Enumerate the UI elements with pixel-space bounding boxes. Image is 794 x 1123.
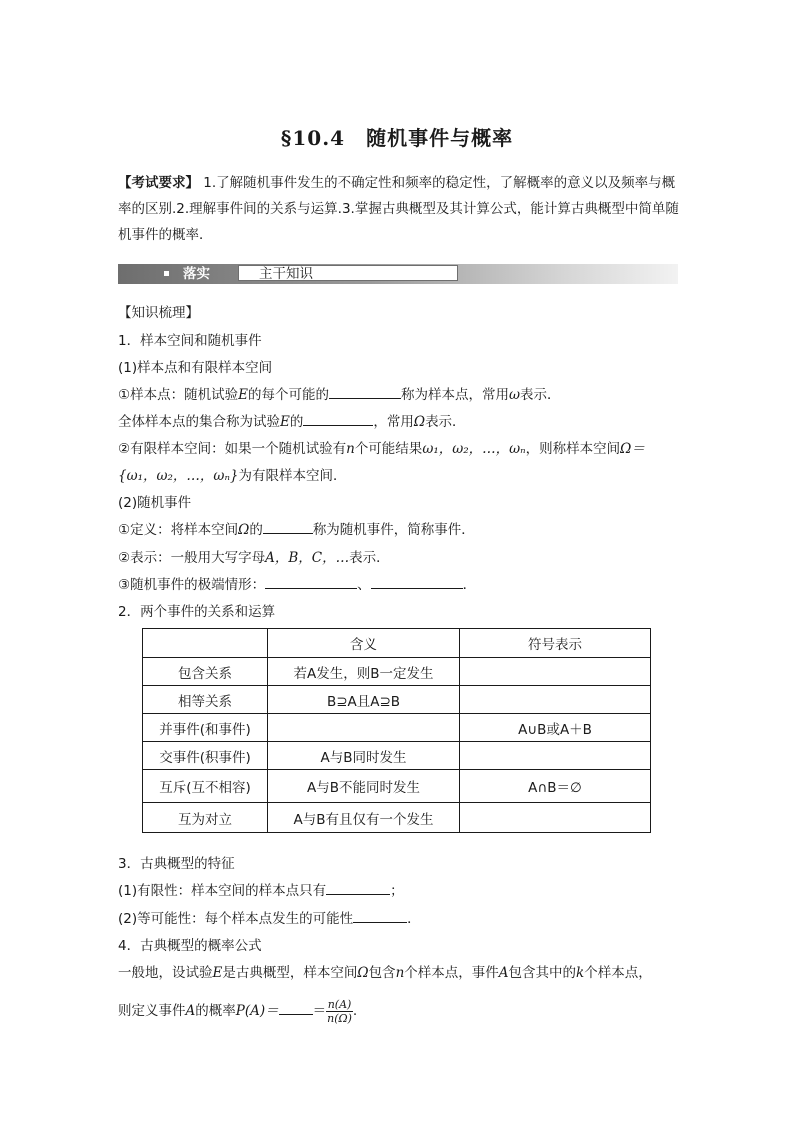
table-header-cell: 符号表示 [460, 629, 651, 658]
math-Omega: Ω [357, 965, 369, 981]
knowledge-heading: 【知识梳理】 [118, 305, 199, 321]
text: ＝ [312, 1003, 327, 1019]
text: ②有限样本空间：如果一个随机试验有 [118, 441, 347, 457]
text: 称为随机事件，简称事件． [312, 522, 475, 538]
table-cell [460, 658, 651, 686]
requirements-text: 1.了解随机事件发生的不确定性和频率的稳定性，了解概率的意义以及频率与概率的区别.2.理解事件间的关系与运算.3.掌握古典概型及其计算公式，能计算古典概型中简单随机事件的概率． [118, 175, 679, 243]
text: . [352, 1003, 358, 1019]
table-cell: 相等关系 [143, 686, 268, 714]
section-bar-light: 主干知识 [238, 265, 458, 281]
heading-2: 2．两个事件的关系和运算 [118, 604, 276, 620]
table-cell [460, 686, 651, 714]
table-row [143, 770, 651, 803]
text: 包含 [368, 965, 396, 981]
relations-table [142, 628, 651, 833]
table-cell: A与B同时发生 [268, 742, 460, 770]
fraction-denominator: n(Ω) [327, 1011, 352, 1025]
bullet-square-icon [164, 271, 169, 276]
text: ②表示：一般用大写字母 [118, 550, 266, 566]
subheading-1-2: (2)随机事件 [118, 495, 192, 511]
text: 包含其中的 [508, 965, 577, 981]
text: (2)等可能性：每个样本点发生的可能性 [118, 911, 354, 927]
text: 的概率 [195, 1003, 236, 1019]
text: 是古典概型，样本空间 [222, 965, 358, 981]
table-cell: 并事件(和事件) [143, 714, 268, 742]
line-finite-space [118, 439, 645, 459]
heading-3: 3．古典概型的特征 [118, 856, 235, 872]
text: 全体样本点的集合称为试验 [118, 414, 280, 430]
line-sample-point [118, 385, 560, 405]
text: (1)有限性：样本空间的样本点只有 [118, 883, 327, 899]
subheading-1-1: (1)样本点和有限样本空间 [118, 360, 273, 376]
section-bar [118, 264, 678, 284]
table-row [143, 658, 651, 686]
text: 则定义事件 [118, 1003, 186, 1019]
fill-blank [329, 385, 401, 399]
text: 的每个可能的 [247, 387, 329, 403]
text: 为有限样本空间． [238, 468, 347, 484]
line-probability-formula [118, 996, 357, 1026]
table-cell: 互斥(互不相容) [143, 770, 268, 803]
text: ，则称样本空间 [525, 441, 621, 457]
text: ． [407, 911, 421, 927]
fill-blank [303, 412, 373, 426]
math-Omega: Ω [238, 522, 250, 538]
text: 个可能结果 [354, 441, 423, 457]
fill-blank [265, 575, 357, 589]
table-row [143, 742, 651, 770]
text: 表示． [519, 387, 561, 403]
fill-blank [353, 909, 407, 923]
math-A: A [498, 965, 509, 981]
text: ①样本点：随机试验 [118, 387, 239, 403]
line-classical-setup [118, 963, 652, 983]
requirements-tag: 【考试要求】 [118, 175, 199, 191]
text: ； [390, 883, 404, 899]
math-n: n [395, 965, 405, 981]
table-cell: A与B不能同时发生 [268, 770, 460, 803]
line-finiteness [118, 881, 404, 901]
text: 表示． [349, 550, 390, 566]
math-letters: A，B，C，… [265, 550, 350, 566]
math-E: E [280, 414, 290, 430]
line-notation [118, 548, 390, 568]
math-A: A [185, 1003, 196, 1019]
text: 表示． [425, 414, 466, 430]
fill-blank [371, 575, 463, 589]
text: 个样本点，事件 [404, 965, 499, 981]
math-omegas: ω₁，ω₂，…，ωₙ [422, 441, 526, 457]
fill-blank [326, 881, 390, 895]
text: 、 [357, 577, 371, 593]
text: 一般地，设试验 [118, 965, 213, 981]
table-cell: A∩B＝∅ [460, 770, 651, 803]
line-definition [118, 520, 475, 540]
section-bar-dark-label: 落实 [183, 266, 210, 282]
fill-blank [279, 1001, 313, 1015]
table-cell [460, 742, 651, 770]
table-header-cell: 含义 [268, 629, 460, 658]
line-extreme-cases [118, 575, 476, 595]
math-n: n [346, 441, 355, 457]
table-row [143, 803, 651, 833]
text: 称为样本点，常用 [400, 387, 509, 403]
line-finite-space-cont [118, 466, 347, 486]
math-PA: P(A)＝ [235, 1003, 279, 1019]
table-cell: 包含关系 [143, 658, 268, 686]
table-cell: 若A发生，则B一定发生 [268, 658, 460, 686]
text: 个样本点， [584, 965, 652, 981]
line-equal-likelihood [118, 909, 421, 929]
math-k: k [576, 965, 585, 981]
fraction-numerator: n(A) [327, 997, 352, 1011]
text: ①定义：将样本空间 [118, 522, 239, 538]
line-sample-space [118, 412, 466, 432]
text: 的 [289, 414, 304, 430]
text: ． [462, 577, 477, 593]
table-cell [268, 714, 460, 742]
table-header-row [143, 629, 651, 658]
math-Omega-eq: Ω＝ [620, 441, 645, 457]
table-cell [460, 803, 651, 833]
text: ，常用 [373, 414, 414, 430]
table-cell: 交事件(积事件) [143, 742, 268, 770]
section-bar-dark [118, 264, 238, 284]
math-set: {ω₁，ω₂，…，ωₙ} [118, 468, 239, 484]
math-E: E [238, 387, 248, 403]
table-cell: A∪B或A＋B [460, 714, 651, 742]
page-title: §10.4 随机事件与概率 [280, 126, 514, 150]
table-cell: 互为对立 [143, 803, 268, 833]
math-E: E [212, 965, 223, 981]
math-Omega: Ω [413, 414, 426, 430]
text: ③随机事件的极端情形： [118, 577, 266, 593]
heading-1: 1．样本空间和随机事件 [118, 333, 262, 349]
fraction [326, 998, 353, 1025]
heading-4: 4．古典概型的概率公式 [118, 938, 262, 954]
table-cell: B⊇A且A⊇B [268, 686, 460, 714]
table-header-cell [143, 629, 268, 658]
table-row [143, 714, 651, 742]
fill-blank [263, 520, 313, 534]
math-omega: ω [508, 387, 520, 403]
table-cell: A与B有且仅有一个发生 [268, 803, 460, 833]
table-row [143, 686, 651, 714]
text: 的 [249, 522, 263, 538]
exam-requirements [118, 170, 684, 248]
